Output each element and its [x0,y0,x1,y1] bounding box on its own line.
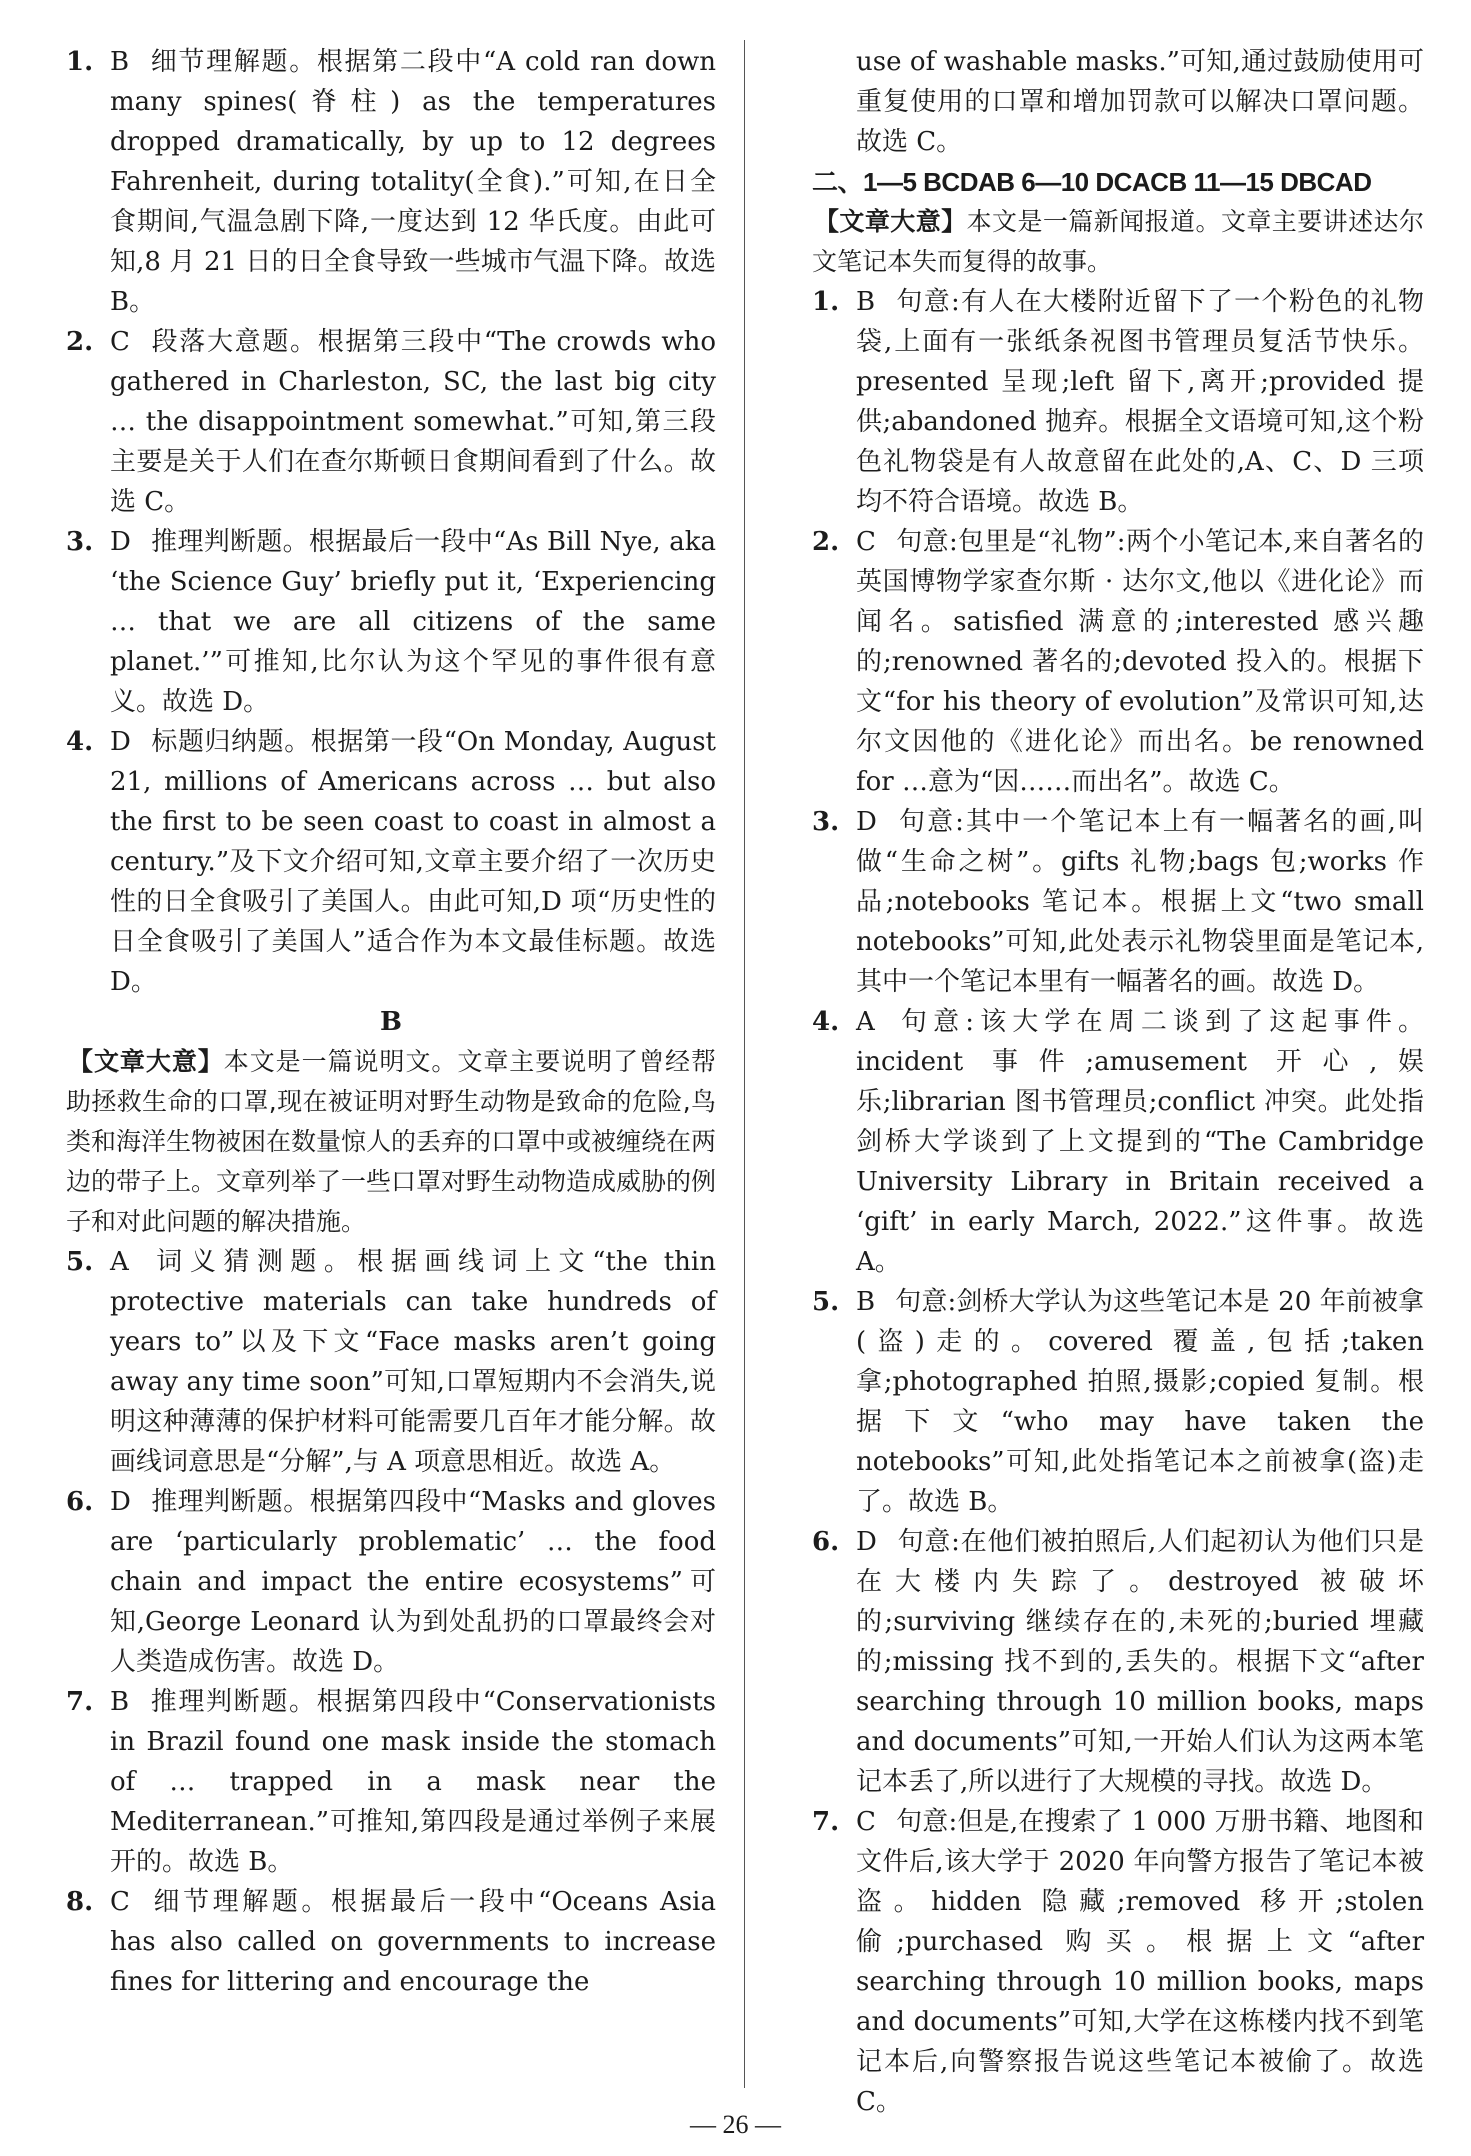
item-number: 3. [812,807,840,837]
answer-item-r7 [812,1802,1424,2122]
item-answer: A [110,1247,129,1277]
section-b-heading: B [380,1007,402,1037]
answer-item-r5 [812,1282,1424,1522]
item-explanation: 推理判断题。根据第四段中“Masks and gloves are ‘particularly problematic’ … the food chain and impact the entire ecosystems”可知,George Leonard 认为到处乱扔的口罩最终会对人类造成伤害。故选 D。 [110,1487,716,1677]
item-explanation: 推理判断题。根据第四段中“Conservationists in Brazil found one mask inside the stomach of … trapped in a mask near the Mediterranean.”可推知,第四段是通过举例子来展开的。故选 B。 [110,1687,716,1877]
item-number: 2. [66,327,94,357]
item-answer: C [110,327,130,357]
item-number: 6. [812,1527,840,1557]
item-number: 7. [66,1687,94,1717]
item-answer: B [856,1287,876,1317]
item-explanation: 句意:包里是“礼物”:两个小笔记本,来自著名的英国博物学家查尔斯 · 达尔文,他以《进化论》而闻名。satisfied 满意的;interested 感兴趣的;renowned 著名的;devoted 投入的。根据下文“for his theory of evolution”及常识可知,达尔文因他的《进化论》而出名。be renowned for …意为“因……而出名”。故选 C。 [856,527,1424,797]
item-number: 8. [66,1887,94,1917]
item-answer: B [110,47,130,77]
summary-text: 本文是一篇说明文。文章主要说明了曾经帮助拯救生命的口罩,现在被证明对野生动物是致命的危险,鸟类和海洋生物被困在数量惊人的丢弃的口罩中或被缠绕在两边的带子上。文章列举了一些口罩对野生动物造成威胁的例子和对此问题的解决措施。 [66,1047,717,1236]
item-answer: D [856,807,877,837]
item-answer: D [856,1527,877,1557]
summary-label: 【文章大意】 [68,1047,224,1076]
item-answer: C [856,1807,876,1837]
answer-item-r6 [812,1522,1424,1802]
answer-item-4 [66,722,716,1002]
answer-item-3 [66,522,716,722]
summary-text: 本文是一篇新闻报道。文章主要讲述达尔文笔记本失而复得的故事。 [812,207,1424,276]
item-number: 6. [66,1487,94,1517]
item-explanation: 细节理解题。根据最后一段中“Oceans Asia has also called on governments to increase fines for littering and encourage the [110,1887,716,1997]
item-explanation: 句意:在他们被拍照后,人们起初认为他们只是在大楼内失踪了。destroyed 被破坏的;surviving 继续存在的,未死的;buried 埋藏的;missing 找不到的,丢失的。根据下文“after searching through 10 million books, maps and documents”可知,一开始人们认为这两本笔记本丢了,所以进行了大规模的寻找。故选 D。 [856,1527,1424,1797]
summary-label: 【文章大意】 [814,207,967,236]
item-number: 7. [812,1807,840,1837]
section-two-answers: 二、1—5 BCDAB 6—10 DCACB 11—15 DBCAD [812,167,1372,197]
answer-item-1 [66,42,716,322]
item-explanation: 句意:该大学在周二谈到了这起事件。incident 事件;amusement 开心,娱乐;librarian 图书管理员;conflict 冲突。此处指剑桥大学谈到了上文提到的“The Cambridge University Library in Britain received a ‘gift’ in early March, 2022.”这件事。故选 A。 [856,1007,1424,1277]
item-number: 4. [812,1007,840,1037]
page-number: — 26 — [690,2110,781,2139]
item-number: 1. [66,47,94,77]
item-answer: D [110,527,131,557]
item-number: 4. [66,727,94,757]
item-answer: B [110,1687,130,1717]
item-number: 5. [66,1247,94,1277]
item-explanation: 句意:有人在大楼附近留下了一个粉色的礼物袋,上面有一张纸条祝图书管理员复活节快乐。presented 呈现;left 留下,离开;provided 提供;abandoned 抛弃。根据全文语境可知,这个粉色礼物袋是有人故意留在此处的,A、C、D 三项均不符合语境。故选 B。 [856,287,1424,517]
item-answer: D [110,727,131,757]
item-explanation: 词义猜测题。根据画线词上文“the thin protective materials can take hundreds of years to”以及下文“Face masks aren’t going away any time soon”可知,口罩短期内不会消失,说明这种薄薄的保护材料可能需要几百年才能分解。故画线词意思是“分解”,与 A 项意思相近。故选 A。 [110,1247,716,1477]
item-explanation: 细节理解题。根据第二段中“A cold ran down many spines(脊柱) as the temperatures dropped dramatically, by up to 12 degrees Fahrenheit, during totality(全食).”可知,在日全食期间,气温急剧下降,一度达到 12 华氏度。由此可知,8 月 21 日的日全食导致一些城市气温下降。故选 B。 [110,47,716,317]
item-answer: C [110,1887,130,1917]
answer-item-r4 [812,1002,1424,1282]
item-explanation: 标题归纳题。根据第一段“On Monday, August 21, millions of Americans across … but also the first to be seen coast to coast in almost a century.”及下文介绍可知,文章主要介绍了一次历史性的日全食吸引了美国人。由此可知,D 项“历史性的日全食吸引了美国人”适合作为本文最佳标题。故选 D。 [110,727,716,997]
right-column [812,42,1424,2122]
item-number: 2. [812,527,840,557]
item-answer: A [856,1007,875,1037]
column-divider [744,40,745,2088]
answer-item-5 [66,1242,716,1482]
item-answer: B [856,287,876,317]
item-number: 5. [812,1287,840,1317]
item-explanation: 句意:但是,在搜索了 1 000 万册书籍、地图和文件后,该大学于 2020 年向警方报告了笔记本被盗。hidden 隐藏;removed 移开;stolen 偷;purchased 购买。根据上文“after searching through 10 million books, maps and documents”可知,大学在这栋楼内找不到笔记本后,向警察报告说这些笔记本被偷了。故选 C。 [856,1807,1424,2117]
answer-item-r3 [812,802,1424,1002]
item-number: 1. [812,287,840,317]
answer-item-7 [66,1682,716,1882]
answer-item-6 [66,1482,716,1682]
item-answer: D [110,1487,131,1517]
passage-summary-b [66,1042,716,1242]
continued-text: use of washable masks.”可知,通过鼓励使用可重复使用的口罩和增加罚款可以解决口罩问题。故选 C。 [856,47,1424,157]
item-explanation: 句意:其中一个笔记本上有一幅著名的画,叫做“生命之树”。gifts 礼物;bags 包;works 作品;notebooks 笔记本。根据上文“two small notebooks”可知,此处表示礼物袋里面是笔记本,其中一个笔记本里有一幅著名的画。故选 D。 [856,807,1424,997]
item-answer: C [856,527,876,557]
item-explanation: 段落大意题。根据第三段中“The crowds who gathered in Charleston, SC, the last big city … the disappointment somewhat.”可知,第三段主要是关于人们在查尔斯顿日食期间看到了什么。故选 C。 [110,327,716,517]
answer-item-2 [66,322,716,522]
passage-summary-two [812,202,1424,282]
item-number: 3. [66,527,94,557]
answer-item-r1 [812,282,1424,522]
item-explanation: 句意:剑桥大学认为这些笔记本是 20 年前被拿(盗)走的。covered 覆盖,包括;taken 拿;photographed 拍照,摄影;copied 复制。根据下文“who may have taken the notebooks”可知,此处指笔记本之前被拿(盗)走了。故选 B。 [856,1287,1424,1517]
left-column [66,42,716,2002]
answer-item-r2 [812,522,1424,802]
item-explanation: 推理判断题。根据最后一段中“As Bill Nye, aka ‘the Science Guy’ briefly put it, ‘Experiencing … that we are all citizens of the same planet.’”可推知,比尔认为这个罕见的事件很有意义。故选 D。 [110,527,716,717]
answer-item-8 [66,1882,716,2002]
